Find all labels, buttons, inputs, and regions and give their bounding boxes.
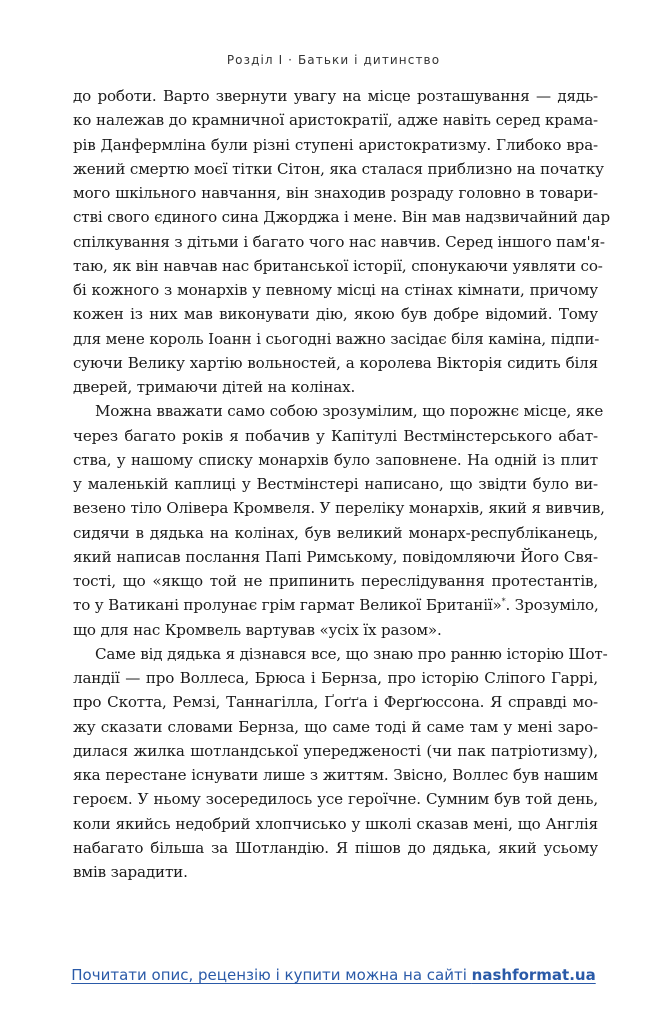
- text-line: ко належав до крамничної аристократії, адже навіть серед крама-: [73, 111, 598, 130]
- text-line: що для нас Кромвель вартував «усіх їх разом».: [73, 620, 442, 639]
- text-line: то у Ватикані пролунає грім гармат Великої Британії»*. Зрозуміло,: [73, 596, 599, 615]
- text-line: кожен із них мав виконувати дію, якою був добре відомий. Тому: [73, 305, 598, 324]
- text-line: у маленькій каплиці у Вестмінстері написано, що звідти було ви-: [73, 475, 598, 493]
- buy-link[interactable]: [0, 966, 667, 984]
- text-line: через багато років я побачив у Капітулі Вестмінстерського абат-: [73, 426, 598, 445]
- text-line: жений смертю моєї тітки Сітон, яка сталася приблизно на початку: [73, 159, 604, 178]
- paragraph: [73, 84, 610, 399]
- text-line: який написав послання Папі Римському, повідомляючи Його Свя-: [73, 547, 598, 566]
- text-line: спілкування з дітьми і багато чого нас навчив. Серед іншого пам'я-: [73, 232, 605, 251]
- text-line: яка перестане існувати лише з життям. Звісно, Воллес був нашим: [73, 766, 598, 784]
- text-line: жу сказати словами Бернза, що саме тоді й саме там у мені заро-: [73, 717, 598, 736]
- footnote-marker[interactable]: *: [501, 597, 506, 607]
- text-line: стві свого єдиного сина Джорджа і мене. Він мав надзвичайний дар: [73, 208, 610, 227]
- text-line: для мене король Іоанн і сьогодні важно засідає біля каміна, підпи-: [73, 329, 600, 348]
- text-line: тості, що «якщо той не припинить переслідування протестантів,: [73, 572, 598, 590]
- running-head: Розділ І · Батьки і дитинство: [226, 53, 441, 67]
- text-line: ландії — про Воллеса, Брюса і Бернза, про історію Сліпого Гаррі,: [73, 669, 598, 687]
- text-line: рів Данфермліна були різні ступені аристократизму. Глибоко вра-: [73, 135, 598, 154]
- buy-link-text: Почитати опис, рецензію і купити можна на сайті: [71, 966, 472, 984]
- text-line: везено тіло Олівера Кромвеля. У переліку монархів, який я вивчив,: [73, 499, 605, 518]
- text-line: бі кожного з монархів у певному місці на стінах кімнати, причому: [73, 281, 598, 299]
- paragraph: [73, 642, 608, 885]
- text-line: таю, як він навчав нас британської історії, спонукаючи уявляти со-: [73, 256, 603, 275]
- text-line: героєм. У ньому зосередилось усе героїчне. Сумним був той день,: [73, 790, 598, 809]
- text-line: про Скотта, Ремзі, Таннагілла, Ґоґґа і Ферґюссона. Я справді мо-: [73, 693, 598, 712]
- text-line: Саме від дядька я дізнався все, що знаю про ранню історію Шот-: [95, 644, 608, 663]
- text-line: ства, у нашому списку монархів було заповнене. На одній із плит: [73, 450, 598, 469]
- buy-link-site: nashformat.ua: [471, 966, 596, 984]
- text-line: набагато більша за Шотландію. Я пішов до дядька, який усьому: [73, 838, 598, 857]
- text-line: суючи Велику хартію вольностей, а королева Вікторія сидить біля: [73, 353, 598, 372]
- text-line: мого шкільного навчання, він знаходив розраду головно в товари-: [73, 184, 598, 202]
- text-line: до роботи. Варто звернути увагу на місце розташування — дядь-: [73, 87, 598, 105]
- text-line: Можна вважати само собою зрозумілим, що порожнє місце, яке: [95, 402, 604, 421]
- text-line: дверей, тримаючи дітей на колінах.: [73, 378, 356, 396]
- text-line: дилася жилка шотландської упередженості (чи пак патріотизму),: [73, 741, 598, 760]
- text-line: вмів зарадити.: [73, 863, 188, 881]
- paragraph: [73, 399, 605, 642]
- text-line: сидячи в дядька на колінах, був великий монарх-республіканець,: [73, 523, 598, 542]
- body-text: [73, 84, 610, 884]
- text-line: коли якийсь недобрий хлопчисько у школі сказав мені, що Англія: [73, 814, 598, 833]
